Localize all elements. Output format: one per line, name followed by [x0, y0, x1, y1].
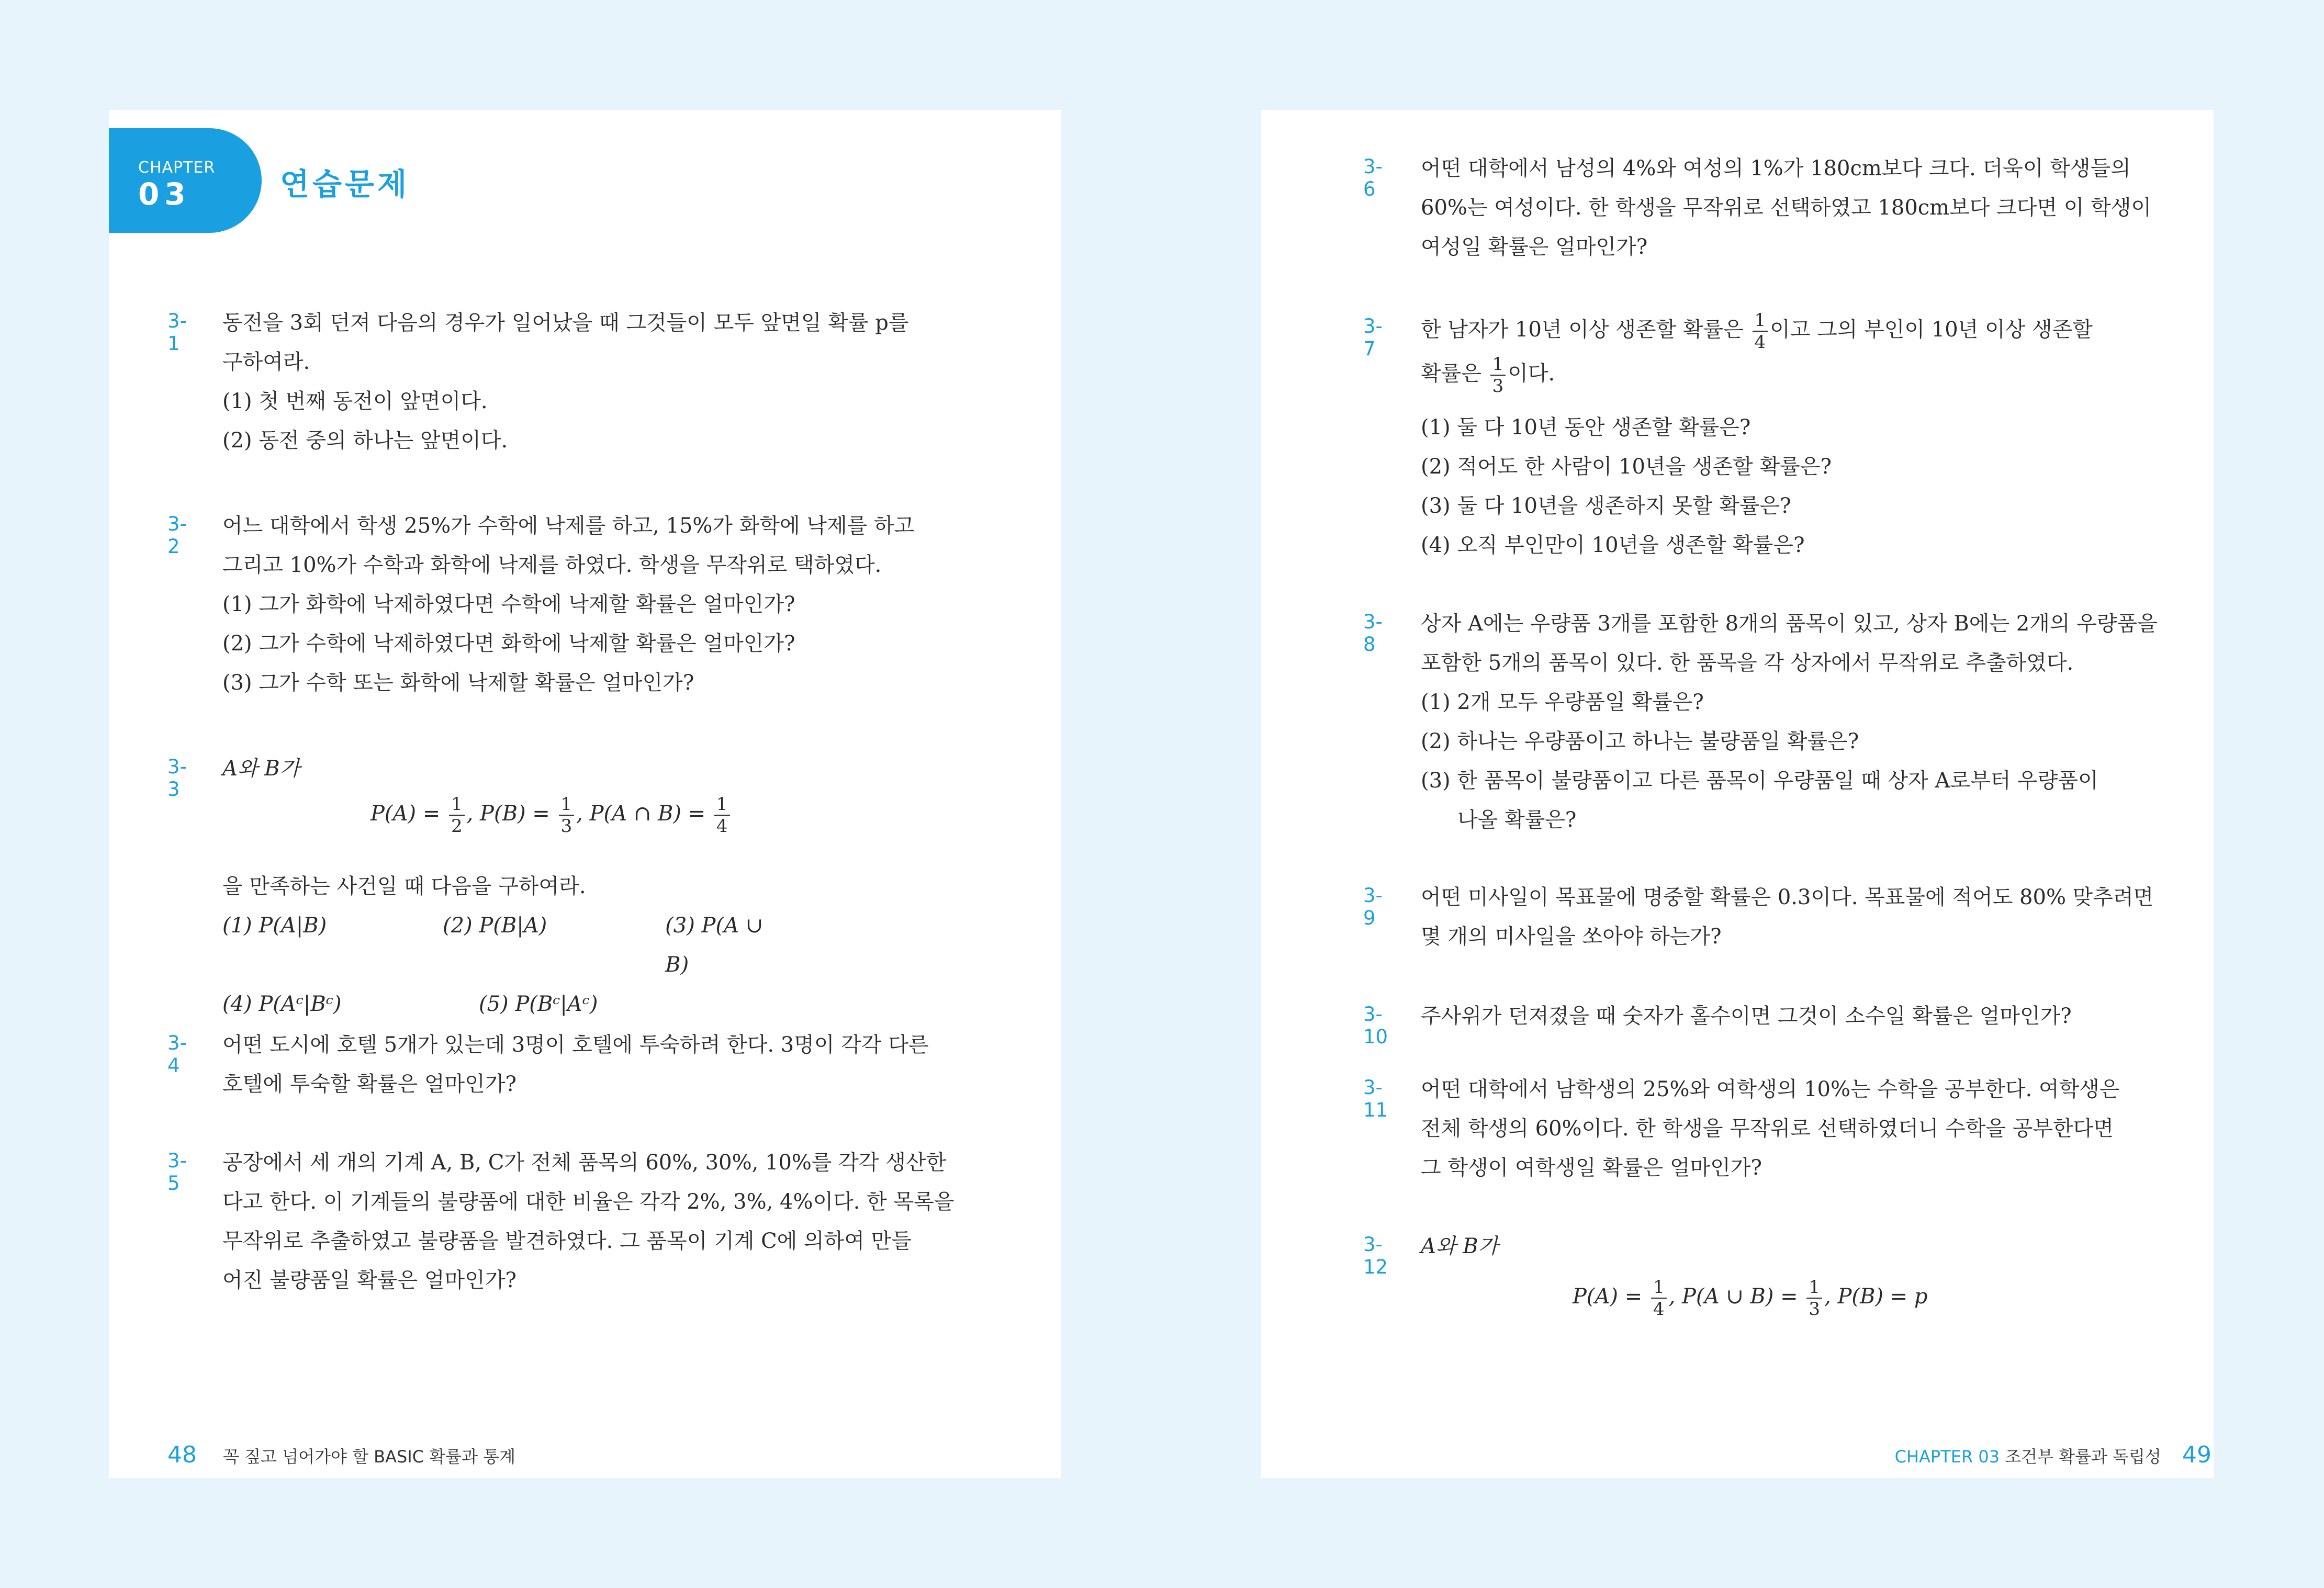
problem-text: 주사위가 던져졌을 때 숫자가 홀수이면 그것이 소수일 확률은 얼마인가? [1421, 1004, 2072, 1028]
problem-text: 어떤 대학에서 남학생의 25%와 여학생의 10%는 수학을 공부한다. 여학생은 [1421, 1077, 2120, 1101]
problem-text: 동전을 3회 던져 다음의 경우가 일어났을 때 그것들이 모두 앞면일 확률 p를 [222, 311, 909, 335]
page-number: 49 [2182, 1441, 2211, 1468]
fraction: $\frac{1}{4}$ [1753, 310, 1768, 353]
sub-question: (4) P(Aᶜ|Bᶜ) [222, 992, 342, 1016]
chapter-title: 조건부 확률과 독립성 [2005, 1447, 2161, 1467]
problem-number: 3-6 [1363, 155, 1383, 200]
problem-text: 확률은 $\frac{1}{3}$ 이다. [1421, 354, 1555, 397]
probability-formula: P(A) = $\frac{1}{4}$ , P(A ∪ B) = $\frac{1}{3}$ , P(B) = p [1573, 1277, 1928, 1320]
chapter-number: 03 [138, 176, 191, 212]
problem-number: 3-11 [1363, 1076, 1388, 1121]
problem-number: 3-3 [167, 756, 187, 801]
sub-question: (4) 오직 부인만이 10년을 생존할 확률은? [1421, 533, 1805, 557]
problem-text: A와 B가 [1421, 1234, 1499, 1258]
probability-formula: P(A) = $\frac{1}{2}$ , P(B) = $\frac{1}{3}$ , P(A ∩ B) = $\frac{1}{4}$ [371, 794, 732, 837]
sub-question: (2) 동전 중의 하나는 앞면이다. [222, 429, 508, 453]
problem-number: 3-8 [1363, 611, 1383, 656]
problem-text: 여성일 확률은 얼마인가? [1421, 235, 1648, 259]
problem-text: 어느 대학에서 학생 25%가 수학에 낙제를 하고, 15%가 화학에 낙제를 하고 [222, 514, 915, 538]
problem-text: 호텔에 투숙할 확률은 얼마인가? [222, 1072, 517, 1096]
problem-number: 3-1 [167, 310, 187, 355]
section-title: 연습문제 [280, 166, 410, 202]
problem-text: 구하여라. [222, 350, 310, 374]
fraction: $\frac{1}{4}$ [714, 794, 730, 837]
sub-question: (2) P(B|A) [442, 914, 547, 938]
problem-text: A와 B가 [222, 757, 300, 781]
problem-number: 3-7 [1363, 315, 1383, 360]
problem-text: 어떤 도시에 호텔 5개가 있는데 3명이 호텔에 투숙하려 한다. 3명이 각각 다른 [222, 1033, 929, 1057]
sub-question: (3) 한 품목이 불량품이고 다른 품목이 우량품일 때 상자 A로부터 우량품이 [1421, 769, 2098, 793]
sub-question: (2) 하나는 우량품이고 하나는 불량품일 확률은? [1421, 729, 1859, 753]
sub-question: 나올 확률은? [1457, 808, 1577, 832]
problem-text: 포함한 5개의 품목이 있다. 한 품목을 각 상자에서 무작위로 추출하였다. [1421, 651, 2074, 675]
problem-text: 어떤 대학에서 남성의 4%와 여성의 1%가 180cm보다 크다. 더욱이 학생들의 [1421, 156, 2131, 181]
problem-text: 상자 A에는 우량품 3개를 포함한 8개의 품목이 있고, 상자 B에는 2개의 우량품을 [1421, 612, 2158, 636]
problem-text: 을 만족하는 사건일 때 다음을 구하여라. [222, 874, 586, 898]
footer-right [1895, 1441, 2211, 1468]
sub-question: (2) 그가 수학에 낙제하였다면 화학에 낙제할 확률은 얼마인가? [222, 632, 795, 656]
problem-number: 3-9 [1363, 884, 1383, 929]
fraction: $\frac{1}{3}$ [1806, 1277, 1822, 1320]
sub-question: (3) 그가 수학 또는 화학에 낙제할 확률은 얼마인가? [222, 671, 694, 695]
sub-question: (1) 둘 다 10년 동안 생존할 확률은? [1421, 415, 1751, 440]
chapter-badge [109, 128, 262, 233]
problem-text: 공장에서 세 개의 기계 A, B, C가 전체 품목의 60%, 30%, 10%를 각각 생산한 [222, 1151, 947, 1175]
fraction: $\frac{1}{4}$ [1651, 1277, 1667, 1320]
problem-text: 그리고 10%가 수학과 화학에 낙제를 하였다. 학생을 무작위로 택하였다. [222, 553, 882, 577]
sub-question: (1) 첫 번째 동전이 앞면이다. [222, 389, 488, 413]
sub-question: (1) 2개 모두 우량품일 확률은? [1421, 690, 1704, 714]
page-number: 48 [167, 1441, 197, 1468]
sub-question: (1) 그가 화학에 낙제하였다면 수학에 낙제할 확률은 얼마인가? [222, 592, 795, 616]
sub-question: (5) P(Bᶜ|Aᶜ) [479, 992, 598, 1016]
book-title: 꼭 짚고 넘어가야 할 BASIC 확률과 통계 [223, 1447, 515, 1467]
problem-text: 전체 학생의 60%이다. 한 학생을 무작위로 선택하였더니 수학을 공부한다면 [1421, 1117, 2114, 1141]
problem-number: 3-4 [167, 1032, 187, 1077]
problem-text: 어떤 미사일이 목표물에 명중할 확률은 0.3이다. 목표물에 적어도 80% 맞추려면 [1421, 885, 2154, 909]
problem-number: 3-5 [167, 1150, 187, 1195]
problem-number: 3-10 [1363, 1003, 1388, 1048]
sub-question: (3) P(A ∪ B) [665, 914, 764, 977]
problem-text: 무작위로 추출하였고 불량품을 발견하였다. 그 품목이 기계 C에 의하여 만들 [222, 1229, 912, 1253]
fraction: $\frac{1}{3}$ [559, 794, 575, 837]
footer-left [167, 1441, 515, 1468]
problem-text: 어진 불량품일 확률은 얼마인가? [222, 1268, 517, 1292]
fraction: $\frac{1}{2}$ [449, 794, 465, 837]
problem-number: 3-12 [1363, 1233, 1388, 1278]
problem-text: 그 학생이 여학생일 확률은 얼마인가? [1421, 1156, 1762, 1180]
problem-number: 3-2 [167, 513, 187, 558]
footer-chapter: CHAPTER 03 [1894, 1447, 2000, 1467]
problem-text: 다고 한다. 이 기계들의 불량품에 대한 비율은 각각 2%, 3%, 4%이다. 한 목록을 [222, 1190, 955, 1214]
sub-question: (1) P(A|B) [222, 914, 327, 938]
problem-text: 몇 개의 미사일을 쏘아야 하는가? [1421, 925, 1722, 949]
sub-question: (3) 둘 다 10년을 생존하지 못할 확률은? [1421, 494, 1791, 518]
problem-text: 한 남자가 10년 이상 생존할 확률은 $\frac{1}{4}$ 이고 그의 부인이 10년 이상 생존할 [1421, 310, 2093, 353]
problem-text: 60%는 여성이다. 한 학생을 무작위로 선택하였고 180cm보다 크다면 이 학생이 [1421, 196, 2152, 220]
sub-question: (2) 적어도 한 사람이 10년을 생존할 확률은? [1421, 455, 1832, 479]
chapter-label: CHAPTER [138, 159, 216, 177]
fraction: $\frac{1}{3}$ [1490, 354, 1506, 397]
